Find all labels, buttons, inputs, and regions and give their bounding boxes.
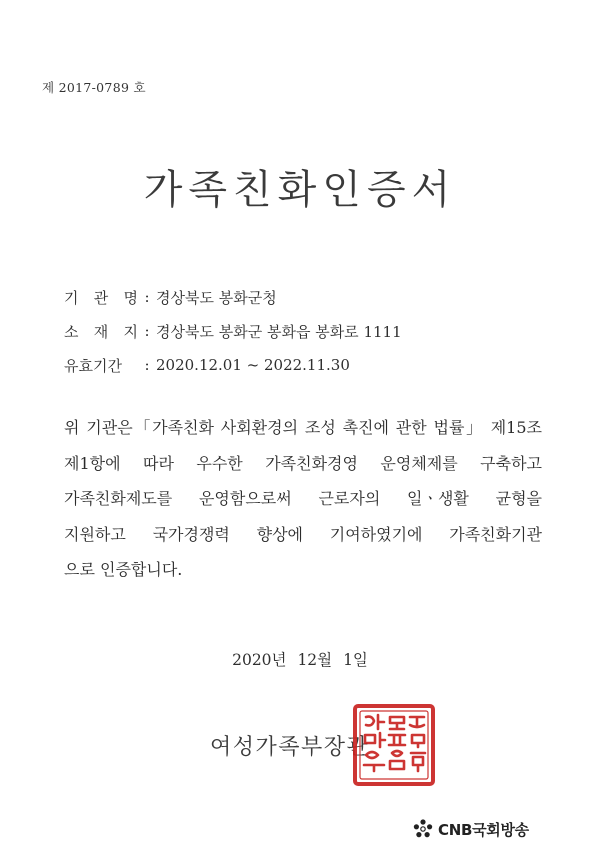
info-value-institution: 경상북도 봉화군청 xyxy=(156,288,277,307)
info-colon: : xyxy=(144,288,150,306)
info-row-validity xyxy=(64,348,402,382)
issue-date: 2020년 12월 1일 xyxy=(232,651,368,669)
watermark xyxy=(412,818,529,840)
info-label-institution: 기 관 명 xyxy=(64,288,138,307)
certificate-info xyxy=(64,280,402,382)
body-line: 제1항에 따라 우수한 가족친화경영 운영체제를 구축하고 xyxy=(64,453,542,473)
body-line: 위 기관은「가족친화 사회환경의 조성 촉진에 관한 법률」 제15조 xyxy=(64,418,542,437)
watermark-text: CNB국회방송 xyxy=(438,820,529,839)
issuer-name: 여성가족부장관 xyxy=(210,735,370,760)
body-line: 가족친화제도를 운영함으로써 근로자의 일ㆍ생활 균형을 xyxy=(64,489,542,508)
info-colon: : xyxy=(144,356,150,374)
cnb-logo-icon xyxy=(412,818,434,840)
official-seal xyxy=(352,703,436,787)
certificate-number: 제 2017-0789 호 xyxy=(42,80,146,95)
body-line: 지원하고 국가경쟁력 향상에 기여하였기에 가족친화기관 xyxy=(64,524,542,544)
certificate-body xyxy=(64,410,542,588)
body-line: 으로 인증합니다. xyxy=(64,560,183,579)
info-value-validity: 2020.12.01 ~ 2022.11.30 xyxy=(156,356,350,374)
info-value-address: 경상북도 봉화군 봉화읍 봉화로 1111 xyxy=(156,322,402,341)
info-label-address: 소 재 지 xyxy=(64,322,138,341)
info-label-validity: 유효기간 xyxy=(64,356,122,375)
info-row-institution xyxy=(64,280,402,314)
certificate-title: 가족친화인증서 xyxy=(143,167,457,213)
info-row-address xyxy=(64,314,402,348)
info-colon: : xyxy=(144,322,150,340)
